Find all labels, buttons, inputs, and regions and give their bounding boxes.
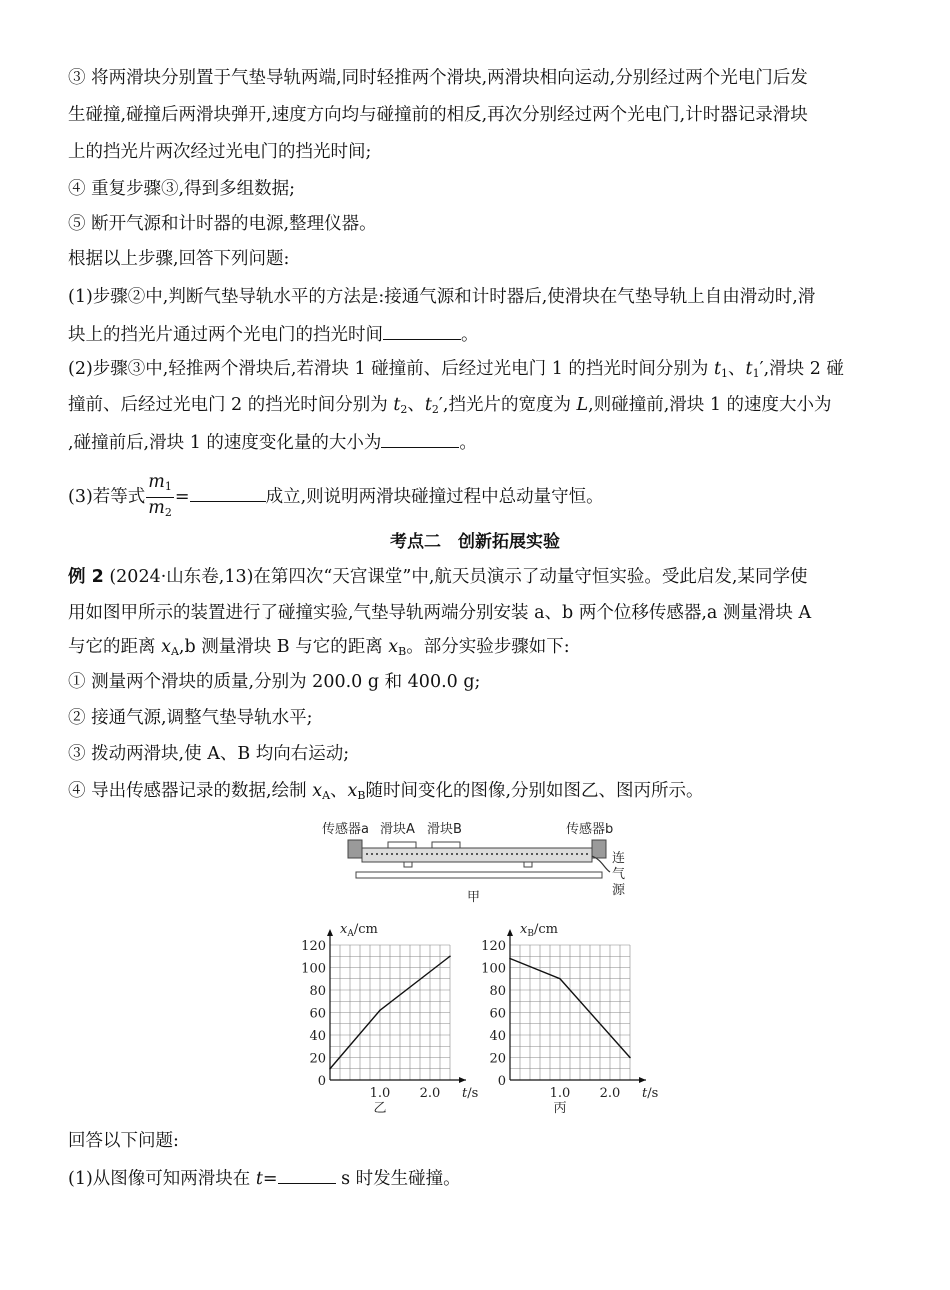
example2-text3b: ,b 测量滑块 B 与它的距离 [178, 637, 389, 657]
q2-text-d: ′,挡光片的宽度为 [438, 395, 577, 415]
air-hole [571, 853, 573, 855]
air-hole [416, 853, 418, 855]
air-hole [556, 853, 558, 855]
y-axis-arrow [507, 929, 513, 936]
air-hole [546, 853, 548, 855]
q2-text-c: 撞前、后经过光电门 2 的挡光时间分别为 [68, 395, 394, 415]
ex-step4-sep: 、 [330, 781, 348, 801]
var-xA-2-sub: A [322, 789, 331, 802]
air-hole [466, 853, 468, 855]
y-axis-arrow [327, 929, 333, 936]
air-hole [431, 853, 433, 855]
data-point [509, 958, 511, 960]
var-t1-sub: 1 [721, 367, 729, 380]
air-hole [476, 853, 478, 855]
q1-answer-blank[interactable] [383, 321, 461, 340]
air-hole [401, 853, 403, 855]
var-m1-sub: 1 [164, 480, 172, 493]
air-source-char2: 气 [612, 867, 626, 882]
track-support-left [404, 862, 412, 867]
air-hole [531, 853, 533, 855]
var-t2prime: t [424, 395, 432, 415]
x-tick-label: 1.0 [369, 1086, 391, 1101]
var-xA-sub: A [170, 645, 179, 658]
q2-text-a: (2)步骤③中,轻推两个滑块后,若滑块 1 碰撞前、后经过光电门 1 的挡光时间分别为 [68, 359, 714, 379]
collision-time-blank[interactable] [278, 1165, 336, 1184]
air-hole [576, 853, 578, 855]
air-hole [366, 853, 368, 855]
x-tick-label: 1.0 [549, 1086, 571, 1101]
q3-text-post: 成立,则说明两滑块碰撞过程中总动量守恒。 [265, 487, 604, 507]
x-tick-label: 2.0 [599, 1086, 621, 1101]
x-axis-label: t/s [642, 1086, 659, 1101]
air-hole [471, 853, 473, 855]
questions-intro: 根据以上步骤,回答下列问题: [68, 249, 290, 269]
y-tick-label: 20 [489, 1051, 506, 1067]
graph-bing-xB-vs-t [468, 912, 658, 1117]
air-hole [396, 853, 398, 855]
air-hole [456, 853, 458, 855]
air-hole [521, 853, 523, 855]
slider-a-label: 滑块A [380, 822, 415, 837]
x-axis-label: t/s [462, 1086, 479, 1101]
q2-text-f: ,碰撞前后,滑块 1 的速度变化量的大小为 [68, 433, 382, 453]
var-t1: t [714, 359, 722, 379]
example2-text1: (2024·山东卷,13)在第四次“天宫课堂”中,航天员演示了动量守恒实验。受此启发,某同学使 [103, 567, 808, 587]
q2-line1 [68, 357, 844, 386]
step3-line2: 生碰撞,碰撞后两滑块弹开,速度方向均与碰撞前的相反,再次分别经过两个光电门,计时器记录滑块 [68, 105, 808, 125]
slider-a [388, 842, 416, 848]
air-hole [561, 853, 563, 855]
air-hole [441, 853, 443, 855]
q2-answer-blank[interactable] [381, 429, 459, 448]
air-hole [451, 853, 453, 855]
y-tick-label: 40 [489, 1029, 506, 1044]
q2-end: 。 [459, 433, 477, 453]
step3-line1: ③ 将两滑块分别置于气垫导轨两端,同时轻推两个滑块,两滑块相向运动,分别经过两个光电门后发 [68, 68, 808, 88]
graph-yi-xA-vs-t [288, 912, 479, 1117]
data-point [629, 1057, 631, 1059]
air-hole [491, 853, 493, 855]
y-tick-label: 40 [309, 1029, 326, 1044]
y-tick-label: 60 [309, 1006, 326, 1022]
answer-q1-equals: = [262, 1169, 278, 1189]
air-hole [411, 853, 413, 855]
ex-step1: ① 测量两个滑块的质量,分别为 200.0 g 和 400.0 g; [68, 672, 481, 692]
air-hole [526, 853, 528, 855]
figure-jia-apparatus [310, 812, 650, 907]
q2-text-b: ′,滑块 2 碰 [759, 359, 844, 379]
air-hole [566, 853, 568, 855]
x-axis-arrow [459, 1077, 466, 1083]
step4: ④ 重复步骤③,得到多组数据; [68, 179, 296, 199]
q3-line [68, 472, 604, 523]
mass-ratio-fraction [146, 472, 174, 523]
air-hole [536, 853, 538, 855]
sensor-a-label: 传感器a [322, 822, 369, 837]
x-tick-label: 2.0 [419, 1086, 441, 1101]
answer-intro: 回答以下问题: [68, 1131, 179, 1151]
var-xB-2-sub: B [357, 789, 366, 802]
air-hole [421, 853, 423, 855]
air-hole [541, 853, 543, 855]
var-xA-2: x [312, 781, 323, 801]
air-hole [406, 853, 408, 855]
graph-caption: 乙 [373, 1101, 387, 1116]
y-axis-label: $x_A/cm$ [340, 922, 378, 939]
air-hole [461, 853, 463, 855]
y-tick-label: 120 [301, 939, 326, 954]
air-hole [371, 853, 373, 855]
x-axis-arrow [639, 1077, 646, 1083]
example2-line1 [68, 565, 807, 589]
data-point [379, 1009, 381, 1011]
air-hole [551, 853, 553, 855]
y-tick-label: 100 [481, 961, 506, 977]
y-tick-label: 120 [481, 939, 506, 954]
q3-equals: = [174, 487, 190, 507]
var-m2-sub: 2 [164, 506, 172, 519]
y-tick-label: 80 [489, 984, 506, 999]
var-L: L [576, 395, 589, 415]
air-hole [436, 853, 438, 855]
track-support-right [524, 862, 532, 867]
graph-caption: 丙 [553, 1101, 567, 1116]
q2-sep2: 、 [407, 395, 425, 415]
ex-step2: ② 接通气源,调整气垫导轨水平; [68, 708, 313, 728]
ex-step4-text-a: ④ 导出传感器记录的数据,绘制 [68, 781, 313, 801]
var-xB-sub: B [398, 645, 407, 658]
fraction-numerator [146, 472, 174, 498]
var-xB: x [388, 637, 399, 657]
ex-step4-text-c: 随时间变化的图像,分别如图乙、图丙所示。 [365, 781, 704, 801]
q2-line2 [68, 393, 832, 422]
air-source-char1: 连 [612, 851, 626, 866]
example2-line3 [68, 635, 570, 664]
air-hole [516, 853, 518, 855]
answer-q1-text-c: s 时发生碰撞。 [335, 1169, 461, 1189]
example2-line2: 用如图甲所示的装置进行了碰撞实验,气垫导轨两端分别安装 a、b 两个位移传感器,a 测量滑块 A [68, 603, 812, 623]
air-hole [381, 853, 383, 855]
ex-step4 [68, 779, 704, 808]
q2-sep1: 、 [728, 359, 746, 379]
var-xA: x [161, 637, 171, 657]
answer-q1-text-a: (1)从图像可知两滑块在 [68, 1169, 256, 1189]
y-tick-label: 100 [301, 961, 326, 977]
y-tick-label: 0 [317, 1074, 326, 1089]
y-axis-label: $x_B/cm$ [520, 922, 558, 939]
sensor-b [592, 840, 606, 858]
q2-line3 [68, 429, 477, 455]
q3-answer-blank[interactable] [190, 483, 266, 502]
air-hole [496, 853, 498, 855]
y-tick-label: 0 [497, 1074, 506, 1089]
var-t2: t [393, 395, 401, 415]
fraction-denominator [146, 498, 174, 523]
air-hole [501, 853, 503, 855]
var-t1prime: t [745, 359, 753, 379]
air-hole [391, 853, 393, 855]
example2-text3a: 与它的距离 [68, 637, 162, 657]
var-t1prime-sub: 1 [752, 367, 760, 380]
base-plate [356, 872, 602, 878]
var-t2-sub: 2 [400, 403, 408, 416]
q1-text: 块上的挡光片通过两个光电门的挡光时间 [68, 325, 383, 345]
var-m2: m [148, 498, 165, 518]
air-hole [486, 853, 488, 855]
answer-q1 [68, 1165, 461, 1191]
var-m1: m [148, 472, 165, 492]
example-label: 例 2 [68, 567, 104, 587]
air-hole [511, 853, 513, 855]
sensor-a [348, 840, 362, 858]
y-tick-label: 60 [489, 1006, 506, 1022]
step3-line3: 上的挡光片两次经过光电门的挡光时间; [68, 142, 372, 162]
data-point [449, 955, 451, 957]
data-point [559, 978, 561, 980]
sensor-b-label: 传感器b [566, 822, 614, 837]
air-hole [586, 853, 588, 855]
slider-b-label: 滑块B [427, 822, 462, 837]
q2-text-e: ,则碰撞前,滑块 1 的速度大小为 [588, 395, 832, 415]
air-hole [386, 853, 388, 855]
step5: ⑤ 断开气源和计时器的电源,整理仪器。 [68, 214, 377, 234]
air-hole [581, 853, 583, 855]
air-hole [376, 853, 378, 855]
air-source-char3: 源 [612, 883, 626, 898]
air-hole [481, 853, 483, 855]
example2-text3c: 。部分实验步骤如下: [406, 637, 570, 657]
ex-step3: ③ 拨动两滑块,使 A、B 均向右运动; [68, 744, 350, 764]
slider-b [432, 842, 460, 848]
q1-line2 [68, 321, 479, 347]
data-point [329, 1068, 331, 1070]
q3-text-pre: (3)若等式 [68, 487, 146, 507]
var-xB-2: x [347, 781, 358, 801]
y-tick-label: 20 [309, 1051, 326, 1067]
y-tick-label: 80 [309, 984, 326, 999]
q1-line1: (1)步骤②中,判断气垫导轨水平的方法是:接通气源和计时器后,使滑块在气垫导轨上自由滑动时,滑 [68, 287, 816, 307]
air-hole [446, 853, 448, 855]
var-t2prime-sub: 2 [431, 403, 439, 416]
section-title: 考点二 创新拓展实验 [390, 532, 560, 552]
figure-jia-caption: 甲 [467, 890, 481, 905]
var-t: t [255, 1169, 263, 1189]
air-hole [506, 853, 508, 855]
air-hole [426, 853, 428, 855]
q1-end: 。 [461, 325, 479, 345]
